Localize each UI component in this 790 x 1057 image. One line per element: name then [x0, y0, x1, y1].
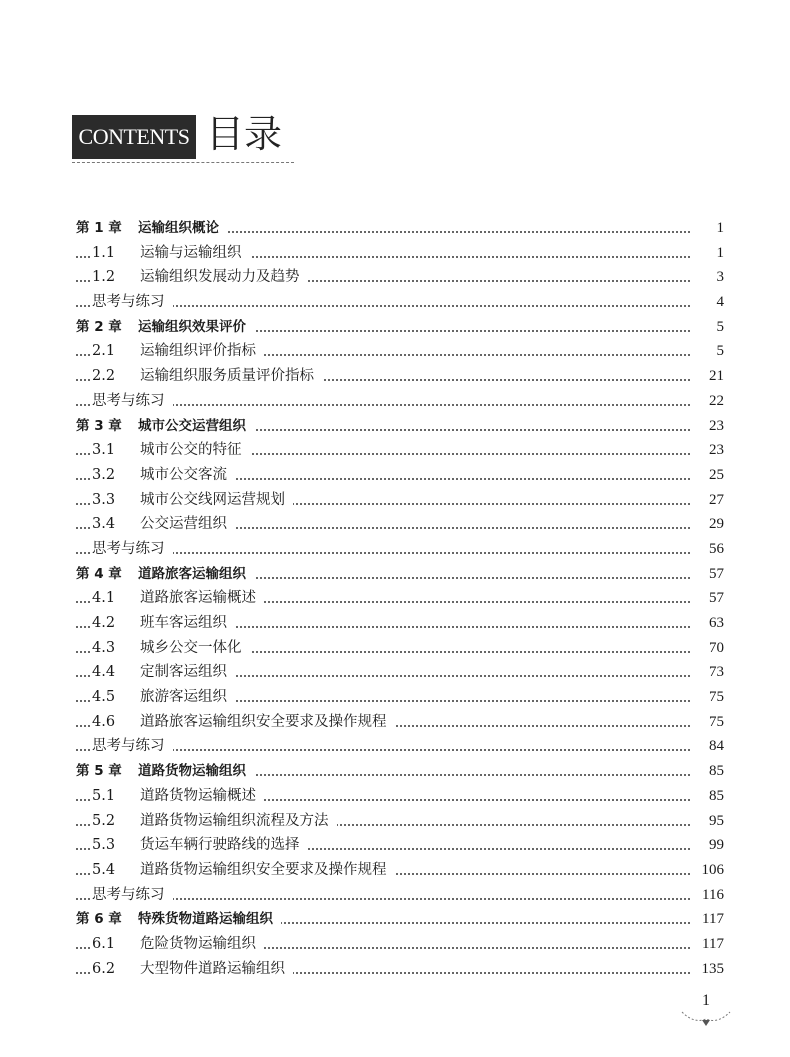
- toc-entry-label: [92, 438, 250, 463]
- toc-entry-number: 第 1 章: [76, 220, 122, 236]
- toc-section-row[interactable]: [76, 784, 724, 809]
- toc-page-number: 5: [711, 315, 725, 340]
- toc-entry-label: [92, 488, 293, 513]
- toc-entry-label: [92, 636, 250, 661]
- toc-entry-number: 1.1: [92, 244, 116, 261]
- toc-entry-title: 运输组织服务质量评价指标: [140, 368, 314, 385]
- toc-exercise-row[interactable]: [76, 537, 724, 562]
- toc-page-number: 85: [703, 759, 724, 784]
- toc-entry-number: 3.1: [92, 442, 116, 459]
- toc-page-number: 95: [703, 809, 724, 834]
- toc-section-row[interactable]: [76, 932, 724, 957]
- toc-entry-label: [92, 932, 264, 957]
- toc-exercise-row[interactable]: [76, 389, 724, 414]
- toc-entry-title: 城乡公交一体化: [140, 639, 242, 656]
- toc-chapter-row[interactable]: [76, 907, 724, 932]
- page-number: 1: [702, 992, 710, 1009]
- toc-page-number: 21: [703, 364, 724, 389]
- toc-entry-number: 6.1: [92, 935, 116, 952]
- toc-entry-title: 危险货物运输组织: [140, 935, 256, 952]
- toc-section-row[interactable]: [76, 364, 724, 389]
- toc-page-number: 25: [703, 463, 724, 488]
- toc-section-row[interactable]: [76, 636, 724, 661]
- toc-page-number: 75: [703, 710, 724, 735]
- toc-entry-title: 货运车辆行驶路线的选择: [140, 837, 300, 854]
- toc-entry-label: [92, 734, 173, 759]
- toc-entry-label: [92, 364, 322, 389]
- toc-entry-number: 第 2 章: [76, 318, 122, 335]
- toc-page-number: 70: [703, 636, 724, 661]
- toc-entry-title: 旅游客运组织: [140, 689, 227, 706]
- toc-entry-title: 运输组织评价指标: [140, 343, 256, 360]
- toc-entry-title: 道路货物运输组织流程及方法: [140, 812, 329, 829]
- toc-entry-number: 4.6: [92, 713, 116, 730]
- toc-entry-label: [92, 611, 235, 636]
- toc-section-row[interactable]: [76, 833, 724, 858]
- page-ornament-icon: [680, 1010, 732, 1028]
- toc-entry-number: 第 6 章: [76, 911, 122, 928]
- toc-section-row[interactable]: [76, 957, 724, 982]
- toc-page-number: 84: [703, 734, 724, 759]
- toc-page-number: 99: [703, 833, 724, 858]
- toc-entry-number: 3.3: [92, 491, 116, 508]
- toc-entry-number: 4.5: [92, 689, 116, 706]
- toc-page-number: 23: [703, 438, 724, 463]
- toc-entry-title: 特殊货物道路运输组织: [138, 911, 273, 928]
- toc-entry-number: 第 5 章: [76, 763, 122, 780]
- toc-entry-title: 班车客运组织: [140, 615, 227, 631]
- table-of-contents: [76, 216, 724, 981]
- toc-page-number: 23: [703, 414, 724, 439]
- toc-entry-title: 城市公交线网运营规划: [140, 491, 285, 508]
- toc-section-row[interactable]: [76, 858, 724, 883]
- toc-entry-title: 公交运营组织: [140, 516, 227, 533]
- toc-entry-label: [92, 265, 308, 290]
- toc-entry-label: [92, 339, 264, 364]
- toc-entry-title: 城市公交客流: [140, 466, 227, 483]
- toc-entry-title: 运输组织发展动力及趋势: [140, 269, 300, 286]
- toc-entry-title: 思考与练习: [92, 886, 165, 903]
- toc-page-number: 57: [703, 562, 724, 587]
- toc-section-row[interactable]: [76, 463, 724, 488]
- toc-entry-title: 运输组织概论: [138, 220, 219, 236]
- toc-section-row[interactable]: [76, 586, 724, 611]
- toc-entry-label: [92, 463, 235, 488]
- toc-entry-title: 定制客运组织: [140, 664, 227, 681]
- toc-entry-label: [92, 241, 250, 266]
- toc-page-number: 117: [696, 907, 724, 932]
- toc-page-number: 3: [711, 265, 725, 290]
- toc-page-number: 5: [711, 339, 725, 364]
- toc-entry-label: [92, 809, 337, 834]
- header-divider: [72, 162, 294, 163]
- toc-entry-title: 道路货物运输概述: [140, 787, 256, 804]
- toc-page-number: 57: [703, 586, 724, 611]
- toc-page-number: 4: [711, 290, 725, 315]
- toc-entry-number: 第 4 章: [76, 565, 122, 582]
- toc-page-number: 85: [703, 784, 724, 809]
- toc-entry-title: 思考与练习: [92, 294, 165, 311]
- toc-section-row[interactable]: [76, 611, 724, 636]
- toc-chapter-row[interactable]: [76, 315, 724, 340]
- toc-section-row[interactable]: [76, 660, 724, 685]
- toc-entry-title: 思考与练习: [92, 540, 165, 557]
- toc-entry-number: 5.1: [92, 787, 116, 804]
- toc-chapter-row[interactable]: [76, 562, 724, 587]
- toc-entry-label: [92, 537, 173, 562]
- toc-entry-number: 5.3: [92, 837, 116, 854]
- toc-entry-title: 大型物件道路运输组织: [140, 960, 285, 977]
- toc-exercise-row[interactable]: [76, 734, 724, 759]
- toc-entry-title: 思考与练习: [92, 392, 165, 409]
- toc-entry-label: [92, 957, 293, 982]
- page-title: 目录: [206, 112, 283, 156]
- toc-entry-title: 道路旅客运输组织: [138, 565, 246, 582]
- toc-entry-title: 道路货物运输组织安全要求及操作规程: [140, 861, 387, 878]
- toc-entry-number: 4.4: [92, 664, 116, 681]
- toc-entry-number: 4.3: [92, 639, 116, 656]
- toc-page-number: 73: [703, 660, 724, 685]
- toc-entry-title: 城市公交的特征: [140, 442, 242, 459]
- toc-entry-label: [76, 907, 281, 932]
- toc-section-row[interactable]: [76, 710, 724, 735]
- toc-entry-number: 6.2: [92, 960, 116, 977]
- toc-page-number: 29: [703, 512, 724, 537]
- toc-page-number: 63: [703, 611, 724, 636]
- toc-section-row[interactable]: [76, 438, 724, 463]
- toc-page-number: 116: [696, 883, 724, 908]
- toc-entry-number: 4.2: [92, 615, 116, 631]
- toc-entry-label: [76, 759, 254, 784]
- toc-page-number: 135: [696, 957, 725, 982]
- toc-entry-number: 2.2: [92, 368, 116, 385]
- toc-page-number: 27: [703, 488, 724, 513]
- toc-entry-label: [92, 586, 264, 611]
- toc-entry-title: 运输组织效果评价: [138, 318, 246, 335]
- toc-chapter-row[interactable]: [76, 414, 724, 439]
- toc-entry-title: 道路货物运输组织: [138, 763, 246, 780]
- toc-entry-label: [76, 562, 254, 587]
- toc-entry-number: 1.2: [92, 269, 116, 286]
- toc-section-row[interactable]: [76, 809, 724, 834]
- toc-entry-label: [92, 858, 395, 883]
- toc-page-number: 117: [696, 932, 724, 957]
- toc-section-row[interactable]: [76, 265, 724, 290]
- toc-entry-title: 道路旅客运输组织安全要求及操作规程: [140, 713, 387, 730]
- toc-chapter-row[interactable]: [76, 759, 724, 784]
- toc-entry-number: 2.1: [92, 343, 116, 360]
- toc-entry-title: 城市公交运营组织: [138, 417, 246, 434]
- toc-entry-label: [92, 512, 235, 537]
- toc-entry-number: 3.4: [92, 516, 116, 533]
- toc-section-row[interactable]: [76, 339, 724, 364]
- toc-section-row[interactable]: [76, 512, 724, 537]
- toc-entry-label: [92, 660, 235, 685]
- toc-entry-label: [92, 710, 395, 735]
- toc-page-number: 1: [711, 241, 725, 266]
- toc-entry-label: [92, 883, 173, 908]
- toc-entry-label: [92, 290, 173, 315]
- toc-page-number: 106: [696, 858, 725, 883]
- toc-section-row[interactable]: [76, 488, 724, 513]
- toc-page-number: 1: [711, 216, 725, 241]
- toc-entry-label: [92, 784, 264, 809]
- toc-entry-title: 道路旅客运输概述: [140, 590, 256, 607]
- toc-entry-label: [92, 685, 235, 710]
- contents-badge: CONTENTS: [72, 115, 196, 159]
- toc-entry-label: [76, 315, 254, 340]
- toc-entry-number: 5.4: [92, 861, 116, 878]
- toc-entry-label: [92, 389, 173, 414]
- toc-entry-label: [76, 414, 254, 439]
- toc-entry-number: 5.2: [92, 812, 116, 829]
- toc-section-row[interactable]: [76, 241, 724, 266]
- toc-entry-title: 思考与练习: [92, 738, 165, 755]
- toc-section-row[interactable]: [76, 685, 724, 710]
- toc-entry-title: 运输与运输组织: [140, 244, 242, 261]
- toc-entry-label: [92, 833, 308, 858]
- toc-entry-number: 3.2: [92, 466, 116, 483]
- toc-page-number: 75: [703, 685, 724, 710]
- toc-page-number: 22: [703, 389, 724, 414]
- toc-chapter-row[interactable]: [76, 216, 724, 241]
- toc-entry-label: [76, 216, 227, 241]
- toc-page-number: 56: [703, 537, 724, 562]
- toc-entry-number: 4.1: [92, 590, 116, 607]
- toc-exercise-row[interactable]: [76, 883, 724, 908]
- toc-entry-number: 第 3 章: [76, 417, 122, 434]
- toc-exercise-row[interactable]: [76, 290, 724, 315]
